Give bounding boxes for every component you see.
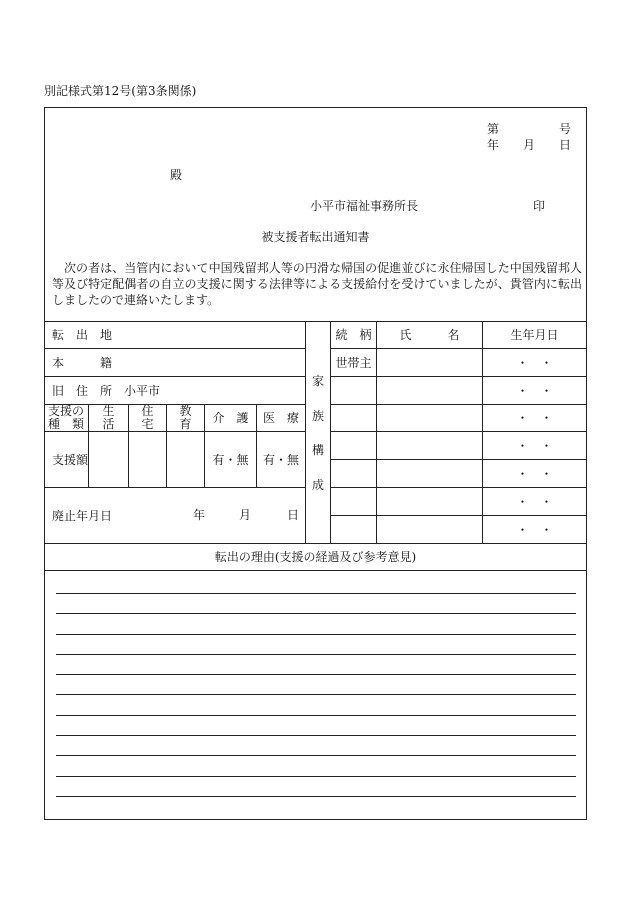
- family-composition-label: 家族構成: [311, 374, 324, 492]
- abolition-date-cell: [45, 488, 306, 544]
- writing-line: [56, 674, 576, 694]
- writing-line: [56, 796, 576, 816]
- writing-line: [56, 613, 576, 633]
- family-birthdate-separators: ・ ・: [516, 494, 553, 509]
- family-relation-cell: [331, 349, 377, 377]
- domicile-label: 本 籍: [52, 355, 113, 370]
- support-kind-label-cell: [45, 405, 89, 432]
- family-birthdate-separators: ・ ・: [516, 466, 553, 481]
- support-kind-label-line2: 種 類: [48, 417, 85, 431]
- family-birthdate-cell: [483, 405, 586, 432]
- support-kind-care: 介 護: [212, 411, 249, 425]
- family-name-cell: [377, 432, 483, 460]
- support-kind-education-cell: [167, 405, 205, 432]
- support-kind-living-cell: [89, 405, 129, 432]
- writing-line: [56, 634, 576, 654]
- family-birthdate-cell: [483, 349, 586, 377]
- sender-name: 小平市福祉事務所長: [310, 199, 419, 213]
- support-amount-living-cell: [89, 432, 129, 488]
- domicile-cell: [45, 349, 306, 377]
- abolition-year-unit: 年: [193, 508, 206, 522]
- family-relation-cell: [331, 460, 377, 488]
- former-address-cell: [45, 377, 306, 405]
- support-kind-label-line1: 支援の: [48, 404, 85, 418]
- support-amount-education-cell: [167, 432, 205, 488]
- family-header-birthdate: 生年月日: [510, 328, 559, 342]
- family-birthdate-cell: [483, 488, 586, 516]
- transfer-details-table: [45, 321, 586, 544]
- abolition-date-label: 廃止年月日: [52, 508, 113, 523]
- family-relation-cell: [331, 377, 377, 405]
- family-header-name-cell: [377, 322, 483, 349]
- seal-mark: 印: [533, 199, 546, 213]
- abolition-day-unit: 日: [287, 508, 300, 522]
- family-name-cell: [377, 460, 483, 488]
- family-birthdate-cell: [483, 377, 586, 405]
- family-header-birthdate-cell: [483, 322, 586, 349]
- document-title: 被支援者転出通知書: [261, 230, 370, 244]
- form-number-label: 別記様式第12号(第3条関係): [44, 84, 197, 98]
- family-birthdate-separators: ・ ・: [516, 438, 553, 453]
- family-birthdate-cell: [483, 432, 586, 460]
- reason-writing-area: [56, 593, 576, 816]
- family-header-relation-cell: [331, 322, 377, 349]
- family-relation-cell: [331, 516, 377, 544]
- family-name-cell: [377, 377, 483, 405]
- support-amount-label-cell: [45, 432, 89, 488]
- writing-line: [56, 715, 576, 735]
- family-birthdate-separators: ・ ・: [516, 522, 553, 537]
- writing-line: [56, 593, 576, 613]
- writing-line: [56, 776, 576, 796]
- family-name-cell: [377, 516, 483, 544]
- support-kind-care-cell: [205, 405, 257, 432]
- abolition-month-unit: 月: [239, 508, 252, 522]
- family-birthdate-separators: ・ ・: [516, 355, 553, 370]
- family-composition-cell: [306, 322, 331, 544]
- family-name-cell: [377, 349, 483, 377]
- reason-header: [45, 544, 586, 571]
- notice-body: 次の者は、当管内において中国残留邦人等の円滑な帰国の促進並びに永住帰国した中国残留邦人等及び特定配偶者の自立の支援に関する法律等による支援給付を受けていましたが、貴管内に転出しましたので連絡いたします。: [52, 261, 582, 307]
- support-amount-housing-cell: [129, 432, 167, 488]
- support-kind-education: 教育: [179, 404, 192, 431]
- support-kind-housing-cell: [129, 405, 167, 432]
- family-birthdate-separators: ・ ・: [516, 411, 553, 425]
- family-relation-head: 世帯主: [335, 355, 372, 370]
- support-kind-medical: 医 療: [262, 411, 299, 425]
- writing-line: [56, 694, 576, 714]
- support-amount-care: 有・無: [212, 452, 249, 467]
- family-birthdate-separators: ・ ・: [516, 383, 553, 398]
- document-frame: [44, 107, 587, 820]
- issue-date-line: 年 月 日: [487, 138, 572, 152]
- family-header-name: 氏 名: [399, 328, 460, 342]
- family-birthdate-cell: [483, 460, 586, 488]
- writing-line: [56, 654, 576, 674]
- document-number-line: 第 号: [487, 122, 572, 136]
- writing-line: [56, 755, 576, 775]
- writing-line: [56, 735, 576, 755]
- destination-cell: [45, 322, 306, 349]
- destination-label: 転 出 地: [52, 328, 113, 342]
- former-address-label: 旧 住 所: [52, 383, 113, 398]
- support-kind-living: 生活: [102, 404, 115, 431]
- support-amount-medical-cell: [257, 432, 306, 488]
- support-kind-housing: 住宅: [141, 404, 154, 431]
- family-header-relation: 続 柄: [335, 328, 372, 342]
- support-amount-medical: 有・無: [262, 452, 299, 467]
- reason-label: 転出の理由(支援の経過及び参考意見): [214, 550, 417, 564]
- addressee-honorific: 殿: [170, 168, 183, 182]
- support-kind-medical-cell: [257, 405, 306, 432]
- family-relation-cell: [331, 405, 377, 432]
- family-name-cell: [377, 488, 483, 516]
- family-name-cell: [377, 405, 483, 432]
- family-relation-cell: [331, 432, 377, 460]
- support-amount-care-cell: [205, 432, 257, 488]
- family-birthdate-cell: [483, 516, 586, 544]
- family-relation-cell: [331, 488, 377, 516]
- former-address-value: 小平市: [124, 383, 161, 398]
- support-amount-label: 支援額: [52, 452, 89, 467]
